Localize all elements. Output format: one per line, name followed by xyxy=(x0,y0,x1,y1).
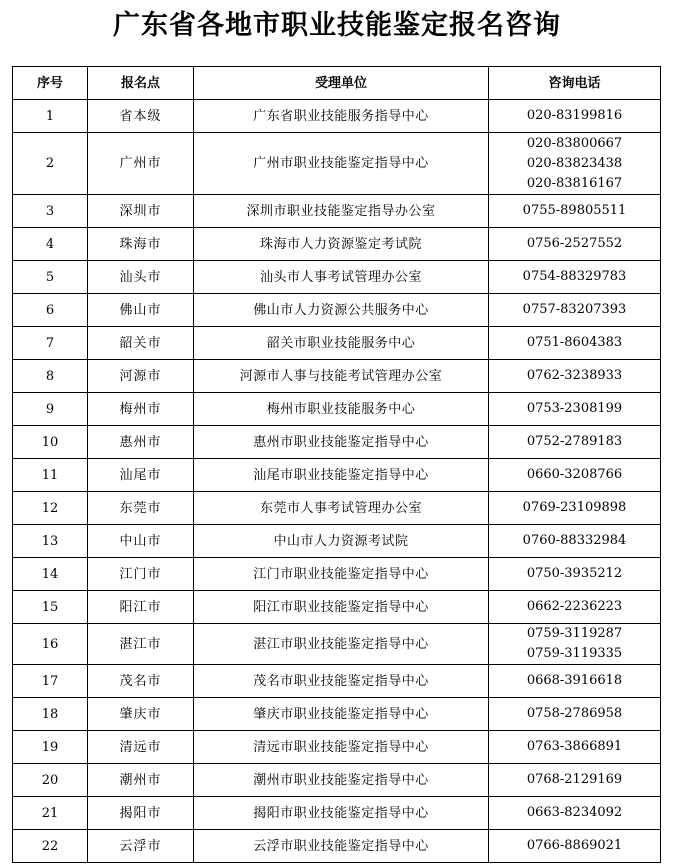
cell-unit: 汕尾市职业技能鉴定指导中心 xyxy=(194,459,489,492)
table-row xyxy=(13,426,661,459)
cell-phone xyxy=(489,830,661,863)
cell-phone xyxy=(489,426,661,459)
cell-seq: 21 xyxy=(13,797,88,830)
table-row xyxy=(13,133,661,195)
table-row xyxy=(13,100,661,133)
cell-seq: 7 xyxy=(13,327,88,360)
phone-number: 0753-2308199 xyxy=(526,401,623,416)
header-seq: 序号 xyxy=(13,67,88,100)
cell-phone xyxy=(489,525,661,558)
phone-number: 0754-88329783 xyxy=(522,269,627,284)
cell-point: 省本级 xyxy=(88,100,194,133)
cell-point: 深圳市 xyxy=(88,195,194,228)
cell-point: 佛山市 xyxy=(88,294,194,327)
cell-seq: 18 xyxy=(13,698,88,731)
cell-unit: 珠海市人力资源鉴定考试院 xyxy=(194,228,489,261)
cell-seq: 17 xyxy=(13,665,88,698)
cell-seq: 15 xyxy=(13,591,88,624)
cell-point: 汕尾市 xyxy=(88,459,194,492)
cell-phone xyxy=(489,294,661,327)
cell-seq: 14 xyxy=(13,558,88,591)
cell-unit: 深圳市职业技能鉴定指导办公室 xyxy=(194,195,489,228)
cell-unit: 中山市人力资源考试院 xyxy=(194,525,489,558)
cell-seq: 22 xyxy=(13,830,88,863)
cell-seq: 11 xyxy=(13,459,88,492)
cell-seq: 2 xyxy=(13,133,88,195)
table-row xyxy=(13,459,661,492)
cell-phone xyxy=(489,133,661,195)
cell-point: 珠海市 xyxy=(88,228,194,261)
table-body xyxy=(13,100,661,863)
phone-number: 0762-3238933 xyxy=(526,368,623,383)
cell-phone xyxy=(489,665,661,698)
cell-unit: 广州市职业技能鉴定指导中心 xyxy=(194,133,489,195)
phone-number: 0759-3119287 xyxy=(526,626,623,641)
cell-unit: 阳江市职业技能鉴定指导中心 xyxy=(194,591,489,624)
cell-phone xyxy=(489,764,661,797)
cell-unit: 梅州市职业技能服务中心 xyxy=(194,393,489,426)
cell-phone xyxy=(489,698,661,731)
cell-seq: 12 xyxy=(13,492,88,525)
cell-point: 广州市 xyxy=(88,133,194,195)
cell-point: 阳江市 xyxy=(88,591,194,624)
cell-unit: 肇庆市职业技能鉴定指导中心 xyxy=(194,698,489,731)
cell-unit: 广东省职业技能服务指导中心 xyxy=(194,100,489,133)
cell-unit: 江门市职业技能鉴定指导中心 xyxy=(194,558,489,591)
table-row xyxy=(13,360,661,393)
cell-unit: 湛江市职业技能鉴定指导中心 xyxy=(194,624,489,665)
page-title: 广东省各地市职业技能鉴定报名咨询 xyxy=(113,10,561,41)
cell-phone xyxy=(489,327,661,360)
cell-seq: 16 xyxy=(13,624,88,665)
cell-unit: 潮州市职业技能鉴定指导中心 xyxy=(194,764,489,797)
cell-point: 东莞市 xyxy=(88,492,194,525)
phone-number: 0663-8234092 xyxy=(526,805,623,820)
phone-number: 0760-88332984 xyxy=(522,533,627,548)
cell-point: 清远市 xyxy=(88,731,194,764)
cell-point: 中山市 xyxy=(88,525,194,558)
cell-seq: 13 xyxy=(13,525,88,558)
cell-seq: 5 xyxy=(13,261,88,294)
cell-point: 肇庆市 xyxy=(88,698,194,731)
cell-point: 揭阳市 xyxy=(88,797,194,830)
table-row xyxy=(13,393,661,426)
phone-number: 0758-2786958 xyxy=(526,706,623,721)
cell-seq: 19 xyxy=(13,731,88,764)
phone-number: 0662-2236223 xyxy=(526,599,623,614)
cell-seq: 6 xyxy=(13,294,88,327)
cell-phone xyxy=(489,100,661,133)
cell-unit: 惠州市职业技能鉴定指导中心 xyxy=(194,426,489,459)
table-row xyxy=(13,830,661,863)
table-row xyxy=(13,195,661,228)
table-row xyxy=(13,294,661,327)
table-row xyxy=(13,327,661,360)
phone-number: 0766-8869021 xyxy=(526,838,623,853)
cell-phone xyxy=(489,624,661,665)
cell-unit: 东莞市人事考试管理办公室 xyxy=(194,492,489,525)
table-row xyxy=(13,764,661,797)
cell-phone xyxy=(489,459,661,492)
phone-number: 020-83800667 xyxy=(526,135,623,151)
registration-table xyxy=(12,66,661,863)
table-row xyxy=(13,228,661,261)
cell-seq: 10 xyxy=(13,426,88,459)
phone-number: 0660-3208766 xyxy=(526,467,623,482)
phone-number: 020-83823438 xyxy=(526,155,623,171)
header-point: 报名点 xyxy=(88,67,194,100)
cell-seq: 9 xyxy=(13,393,88,426)
phone-number: 0763-3866891 xyxy=(526,739,623,754)
cell-point: 梅州市 xyxy=(88,393,194,426)
cell-phone xyxy=(489,558,661,591)
table-row xyxy=(13,665,661,698)
cell-phone xyxy=(489,195,661,228)
cell-unit: 汕头市人事考试管理办公室 xyxy=(194,261,489,294)
table-row xyxy=(13,698,661,731)
cell-unit: 河源市人事与技能考试管理办公室 xyxy=(194,360,489,393)
phone-number: 0668-3916618 xyxy=(526,673,623,688)
cell-seq: 20 xyxy=(13,764,88,797)
cell-seq: 8 xyxy=(13,360,88,393)
header-unit: 受理单位 xyxy=(194,67,489,100)
cell-point: 江门市 xyxy=(88,558,194,591)
phone-number: 0759-3119335 xyxy=(526,646,623,661)
cell-seq: 3 xyxy=(13,195,88,228)
cell-point: 韶关市 xyxy=(88,327,194,360)
phone-number: 020-83199816 xyxy=(526,108,623,123)
cell-unit: 韶关市职业技能服务中心 xyxy=(194,327,489,360)
cell-phone xyxy=(489,492,661,525)
cell-point: 潮州市 xyxy=(88,764,194,797)
cell-point: 云浮市 xyxy=(88,830,194,863)
cell-phone xyxy=(489,228,661,261)
table-row xyxy=(13,492,661,525)
phone-number: 0757-83207393 xyxy=(522,302,627,317)
cell-phone xyxy=(489,591,661,624)
cell-unit: 清远市职业技能鉴定指导中心 xyxy=(194,731,489,764)
cell-unit: 揭阳市职业技能鉴定指导中心 xyxy=(194,797,489,830)
cell-point: 汕头市 xyxy=(88,261,194,294)
phone-number: 0768-2129169 xyxy=(526,772,623,787)
header-phone: 咨询电话 xyxy=(489,67,661,100)
table-row xyxy=(13,558,661,591)
cell-point: 茂名市 xyxy=(88,665,194,698)
cell-unit: 佛山市人力资源公共服务中心 xyxy=(194,294,489,327)
phone-number: 0756-2527552 xyxy=(526,236,623,251)
phone-number: 020-83816167 xyxy=(526,175,623,191)
cell-point: 湛江市 xyxy=(88,624,194,665)
table-row xyxy=(13,525,661,558)
cell-phone xyxy=(489,261,661,294)
phone-number: 0752-2789183 xyxy=(526,434,623,449)
cell-phone xyxy=(489,797,661,830)
phone-number: 0769-23109898 xyxy=(522,500,627,515)
cell-unit: 茂名市职业技能鉴定指导中心 xyxy=(194,665,489,698)
cell-phone xyxy=(489,360,661,393)
phone-number: 0751-8604383 xyxy=(526,335,623,350)
cell-phone xyxy=(489,731,661,764)
cell-point: 惠州市 xyxy=(88,426,194,459)
cell-phone xyxy=(489,393,661,426)
table-row xyxy=(13,591,661,624)
phone-number: 0755-89805511 xyxy=(522,203,627,218)
phone-number: 0750-3935212 xyxy=(526,566,623,581)
table-row xyxy=(13,624,661,665)
table-row xyxy=(13,797,661,830)
cell-seq: 1 xyxy=(13,100,88,133)
table-row xyxy=(13,261,661,294)
cell-seq: 4 xyxy=(13,228,88,261)
cell-point: 河源市 xyxy=(88,360,194,393)
table-header-row xyxy=(13,67,661,100)
table-row xyxy=(13,731,661,764)
cell-unit: 云浮市职业技能鉴定指导中心 xyxy=(194,830,489,863)
